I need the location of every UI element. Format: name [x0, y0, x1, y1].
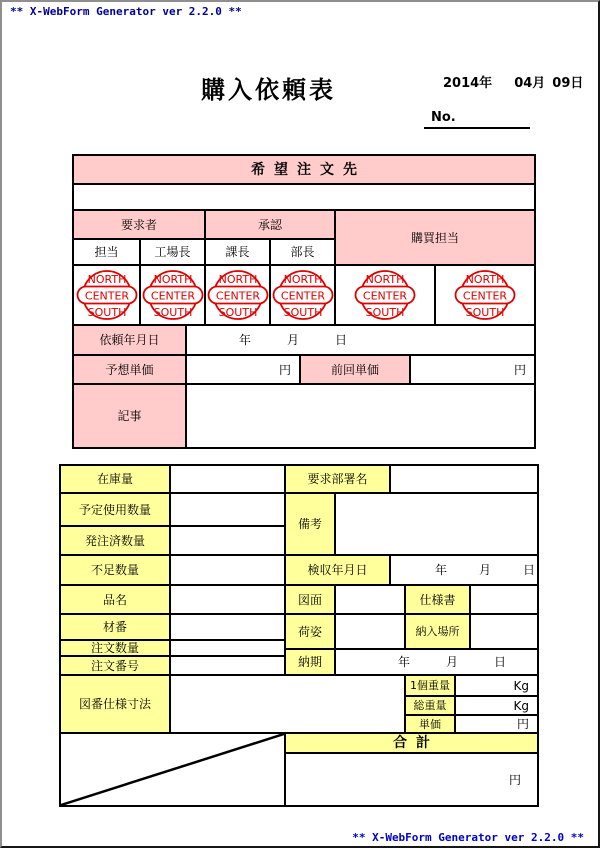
stamp-middle-text: CENTER — [280, 289, 325, 303]
inspection-date-value[interactable] — [389, 554, 539, 586]
stamp-top-text: NORTH — [153, 273, 192, 286]
stamp-middle-text: CENTER — [84, 289, 129, 303]
expected-price-value[interactable] — [185, 354, 301, 385]
stamp-cell-purchasing-2[interactable] — [434, 264, 536, 326]
drawing-label: 図面 — [284, 584, 336, 615]
staff-header: 担当 — [72, 238, 141, 266]
unit-yen: 円 — [278, 362, 291, 377]
order-qty-label: 注文数量 — [59, 639, 171, 657]
unit-day: 日 — [523, 563, 536, 577]
stamp-middle-text: CENTER — [362, 289, 408, 303]
stamp-middle-text: CENTER — [462, 289, 508, 303]
stamp-top-text: NORTH — [365, 273, 405, 286]
approval-stamp-icon — [354, 268, 416, 322]
stamp-bottom-text: SOUTH — [218, 306, 257, 319]
remarks-value[interactable] — [334, 492, 539, 556]
stamp-bottom-text: SOUTH — [365, 306, 405, 319]
total-header: 合計 — [284, 732, 539, 754]
stamp-middle-text: CENTER — [150, 289, 195, 303]
remarks-label: 備考 — [284, 492, 336, 556]
planned-usage-label: 予定使用数量 — [59, 492, 171, 527]
packing-label: 荷姿 — [284, 613, 336, 650]
stamp-bottom-text: SOUTH — [283, 306, 322, 319]
notes-label: 記事 — [72, 383, 187, 449]
generator-bottom-note: ** X-WebForm Generator ver 2.2.0 ** — [352, 831, 584, 844]
unit-kg: Kg — [513, 698, 529, 713]
page-title: 購入依頼表 — [201, 76, 336, 104]
unit-day: 日 — [335, 333, 348, 347]
stamp-top-text: NORTH — [218, 273, 257, 286]
stamp-top-text: NORTH — [87, 273, 126, 286]
unit-price-label: 単価 — [404, 714, 456, 734]
stamp-top-text: NORTH — [465, 273, 505, 286]
stamp-bottom-text: SOUTH — [153, 306, 192, 319]
approval-stamp-icon — [454, 268, 516, 322]
stamp-top-text: NORTH — [283, 273, 322, 286]
stamp-cell-factory-manager[interactable] — [139, 264, 206, 326]
stamp-bottom-text: SOUTH — [465, 306, 505, 319]
ordered-qty-label: 発注済数量 — [59, 525, 171, 556]
shortage-label: 不足数量 — [59, 554, 171, 586]
request-dept-label: 要求部署名 — [284, 464, 391, 494]
delivery-place-value[interactable] — [469, 613, 539, 650]
drawing-value[interactable] — [334, 584, 406, 615]
unit-yen: 円 — [513, 362, 526, 377]
item-name-value[interactable] — [169, 584, 286, 615]
expected-price-label: 予想単価 — [72, 354, 187, 385]
material-no-label: 材番 — [59, 613, 171, 641]
no-underline — [424, 127, 530, 129]
spec-sheet-value[interactable] — [469, 584, 539, 615]
unit-day: 日 — [494, 655, 507, 669]
shortage-value[interactable] — [169, 554, 286, 586]
requester-header: 要求者 — [72, 209, 206, 240]
unit-weight-label: 1個重量 — [404, 674, 456, 697]
header-date-gap2 — [545, 72, 552, 91]
approval-stamp-icon — [76, 268, 138, 322]
delivery-place-label: 納入場所 — [404, 613, 471, 650]
department-manager-header: 部長 — [269, 238, 336, 266]
total-weight-value[interactable] — [454, 695, 539, 716]
previous-price-label: 前回単価 — [299, 354, 411, 385]
drawing-spec-label: 図番仕様寸法 — [59, 674, 171, 734]
request-date-label: 依頼年月日 — [72, 324, 187, 356]
stamp-cell-staff[interactable] — [72, 264, 141, 326]
unit-month: 月 — [446, 655, 459, 669]
unit-year: 年 — [398, 655, 411, 669]
no-label: No. — [431, 110, 456, 125]
approval-stamp-icon — [207, 268, 269, 322]
drawing-spec-value[interactable] — [169, 674, 406, 734]
planned-usage-value[interactable] — [169, 492, 286, 527]
unit-weight-value[interactable] — [454, 674, 539, 697]
header-date-day: 09日 — [552, 76, 584, 91]
header-date-year: 2014年 — [443, 76, 493, 91]
stock-value[interactable] — [169, 464, 286, 494]
stock-label: 在庫量 — [59, 464, 171, 494]
unit-price-value[interactable] — [454, 714, 539, 734]
stamp-middle-text: CENTER — [215, 289, 260, 303]
unit-kg: Kg — [513, 678, 529, 693]
unit-month: 月 — [287, 333, 300, 347]
notes-value[interactable] — [185, 383, 536, 449]
unit-year: 年 — [239, 333, 252, 347]
item-name-label: 品名 — [59, 584, 171, 615]
previous-price-value[interactable] — [409, 354, 536, 385]
order-no-value[interactable] — [169, 655, 286, 676]
factory-manager-header: 工場長 — [139, 238, 206, 266]
approval-header: 承認 — [204, 209, 336, 240]
request-date-value[interactable] — [185, 324, 536, 356]
diagonal-strikethrough-icon — [61, 734, 284, 805]
stamp-cell-section-manager[interactable] — [204, 264, 271, 326]
header-date-month: 04月 — [514, 76, 546, 91]
unit-year: 年 — [435, 563, 448, 577]
order-destination-header: 希望注文先 — [72, 154, 536, 185]
blank-diagonal-cell — [59, 732, 286, 807]
spec-sheet-label: 仕様書 — [404, 584, 471, 615]
total-value[interactable] — [284, 752, 539, 807]
order-destination-value[interactable] — [72, 183, 536, 211]
delivery-date-label: 納期 — [284, 648, 336, 676]
request-dept-value[interactable] — [389, 464, 539, 494]
inspection-date-label: 検収年月日 — [284, 554, 391, 586]
packing-value[interactable] — [334, 613, 406, 650]
unit-month: 月 — [479, 563, 492, 577]
unit-yen: 円 — [516, 717, 529, 731]
generator-top-note: ** X-WebForm Generator ver 2.2.0 ** — [10, 5, 242, 18]
unit-yen: 円 — [508, 772, 521, 787]
approval-stamp-icon — [272, 268, 334, 322]
ordered-qty-value[interactable] — [169, 525, 286, 556]
header-date — [443, 72, 583, 91]
stamp-cell-department-manager[interactable] — [269, 264, 336, 326]
purchasing-header: 購買担当 — [334, 209, 536, 266]
stamp-bottom-text: SOUTH — [87, 306, 126, 319]
stamp-cell-purchasing-1[interactable] — [334, 264, 436, 326]
delivery-date-value[interactable] — [334, 648, 539, 676]
section-manager-header: 課長 — [204, 238, 271, 266]
header-date-gap — [492, 72, 514, 91]
approval-stamp-icon — [142, 268, 204, 322]
total-weight-label: 総重量 — [404, 695, 456, 716]
material-no-value[interactable] — [169, 613, 286, 641]
order-no-label: 注文番号 — [59, 655, 171, 676]
